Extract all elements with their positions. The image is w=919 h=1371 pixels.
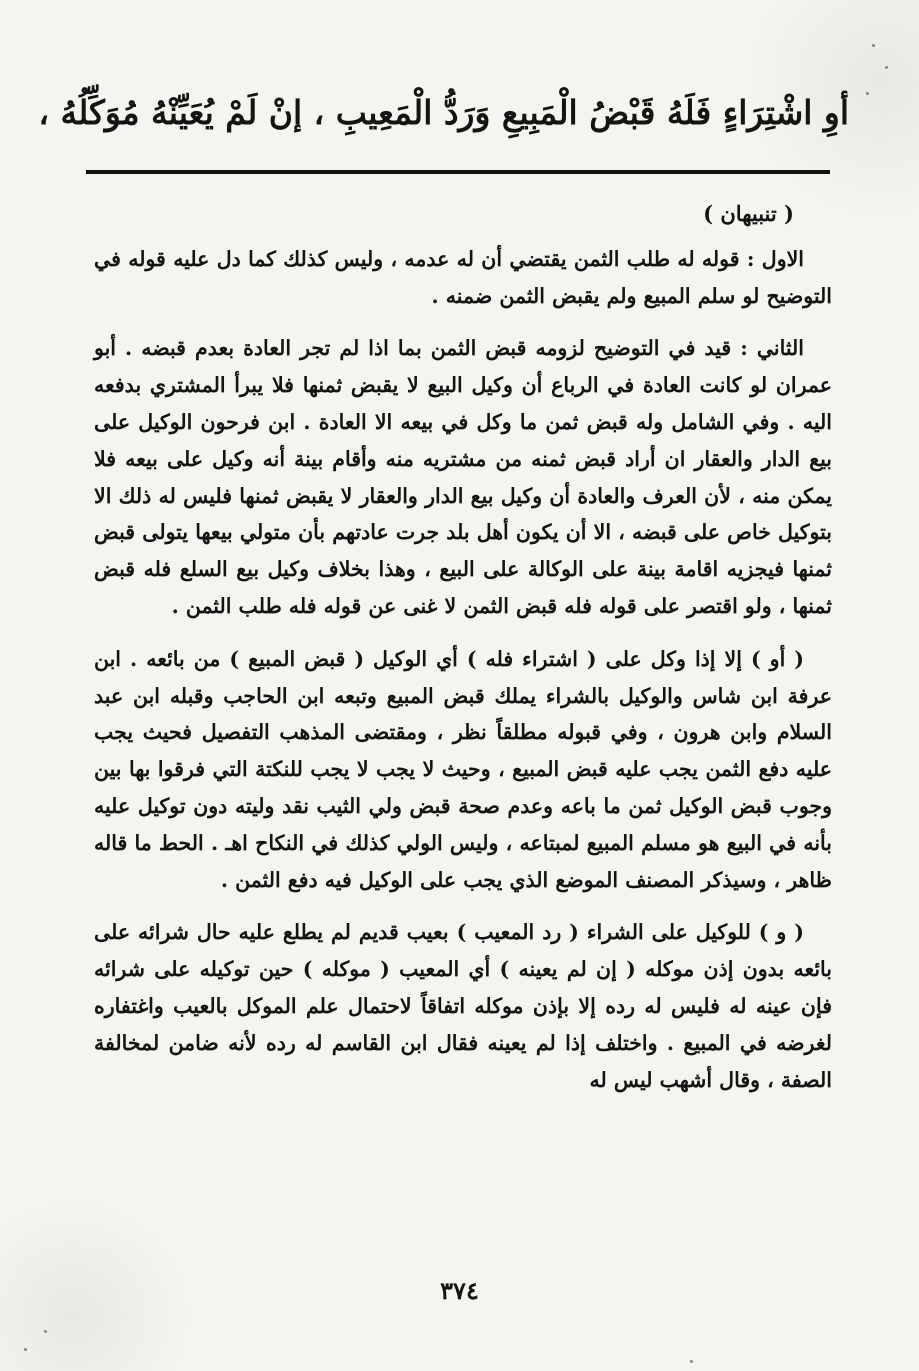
paragraph-second-note: الثاني : قيد في التوضيح لزومه قبض الثمن بما اذا لم تجر العادة بعدم قبضه . أبو عمران لو كانت العادة في الرباع أن وكيل البيع لا يقبض ثمنها فلا يبرأ المشتري بدفعه اليه . وفي الشامل وله قبض ثمن ما وكل في بيعه الا العادة . ابن فرحون الوكيل على بيع الدار والعقار ان أراد قبض ثمنه من مشتريه منه وأقام بينة أنه وكيل على بيعه فلا يمكن منه ، لأن العرف والعادة أن وكيل بيع الدار والعقار لا يقبض ثمنها فليس له ذلك الا بتوكيل خاص على قبضه ، الا أن يكون أهل بلد جرت عادتهم بأن متولي بيعها يتولى قبض ثمنها فيجزيه اقامة بينة على الوكالة على البيع ، وهذا بخلاف وكيل بيع السلع فله قبض ثمنها ، ولو اقتصر على قوله فله قبض الثمن لا غنى عن قوله فله طلب الثمن . (94, 336, 832, 618)
paper-speck (885, 66, 888, 69)
header-divider (86, 170, 830, 174)
paper-speck (872, 44, 875, 47)
paragraph-gap (94, 625, 832, 641)
page-number: ٣٧٤ (440, 1276, 479, 1305)
commentary-text (94, 196, 832, 1256)
section-title: ( تنبيهان ) (703, 201, 794, 226)
paragraph-purchase-agent: ( أو ) إلا إذا وكل على ( اشتراء فله ) أي الوكيل ( قبض المبيع ) من بائعه . ابن عرفة ابن شاس والوكيل بالشراء يملك قبض المبيع وتبعه ابن الحاجب وقبله ابن عبد السلام وابن هرون ، وفي قبوله مطلقاً نظر ، ومقتضى المذهب التفصيل فحيث يجب عليه دفع الثمن يجب عليه قبض المبيع ، وحيث لا يجب لا يجب للنكتة التي فرقوا بها بين وجوب قبض الوكيل ثمن ما باعه وعدم صحة قبض ولي الثيب نقد وليته دون توكيل عليه بأنه في البيع هو مسلم المبيع لمبتاعه ، وليس الولي كذلك في النكاح اهـ . الحط ما قاله ظاهر ، وسيذكر المصنف الموضع الذي يجب على الوكيل فيه دفع الثمن . (94, 646, 832, 892)
page-header-verse: أوِ اشْتِرَاءٍ فَلَهُ قَبْضُ الْمَبِيعِ وَرَدُّ الْمَعِيبِ ، إنْ لَمْ يُعَيِّنْهُ مُوَكِّلُهُ ، (38, 93, 849, 132)
paragraph-defect-return: ( و ) للوكيل على الشراء ( رد المعيب ) بعيب قديم لم يطلع عليه حال شرائه على بائعه بدون إذن موكله ( إن لم يعينه ) أي المعيب ( موكله ) حين توكيله على شرائه فإن عينه له فليس له رده إلا بإذن موكله اتفاقاً لاحتمال علم الموكل بالعيب واغتفاره لغرضه في المبيع . واختلف إذا لم يعينه فقال ابن القاسم له رده لأنه ضامن لمخالفة الصفة ، وقال أشهب ليس له (94, 920, 832, 1092)
paper-speck (24, 1348, 27, 1351)
paragraph-first-note: الاول : قوله له طلب الثمن يقتضي أن له عدمه ، وليس كذلك كما دل عليه قوله في التوضيح لو سلم المبيع ولم يقبض الثمن ضمنه . (94, 246, 832, 308)
paper-speck (690, 1360, 693, 1363)
paragraph-gap (94, 898, 832, 914)
paragraph-gap (94, 314, 832, 330)
paper-speck (44, 1330, 47, 1333)
paper-speck (866, 92, 869, 95)
